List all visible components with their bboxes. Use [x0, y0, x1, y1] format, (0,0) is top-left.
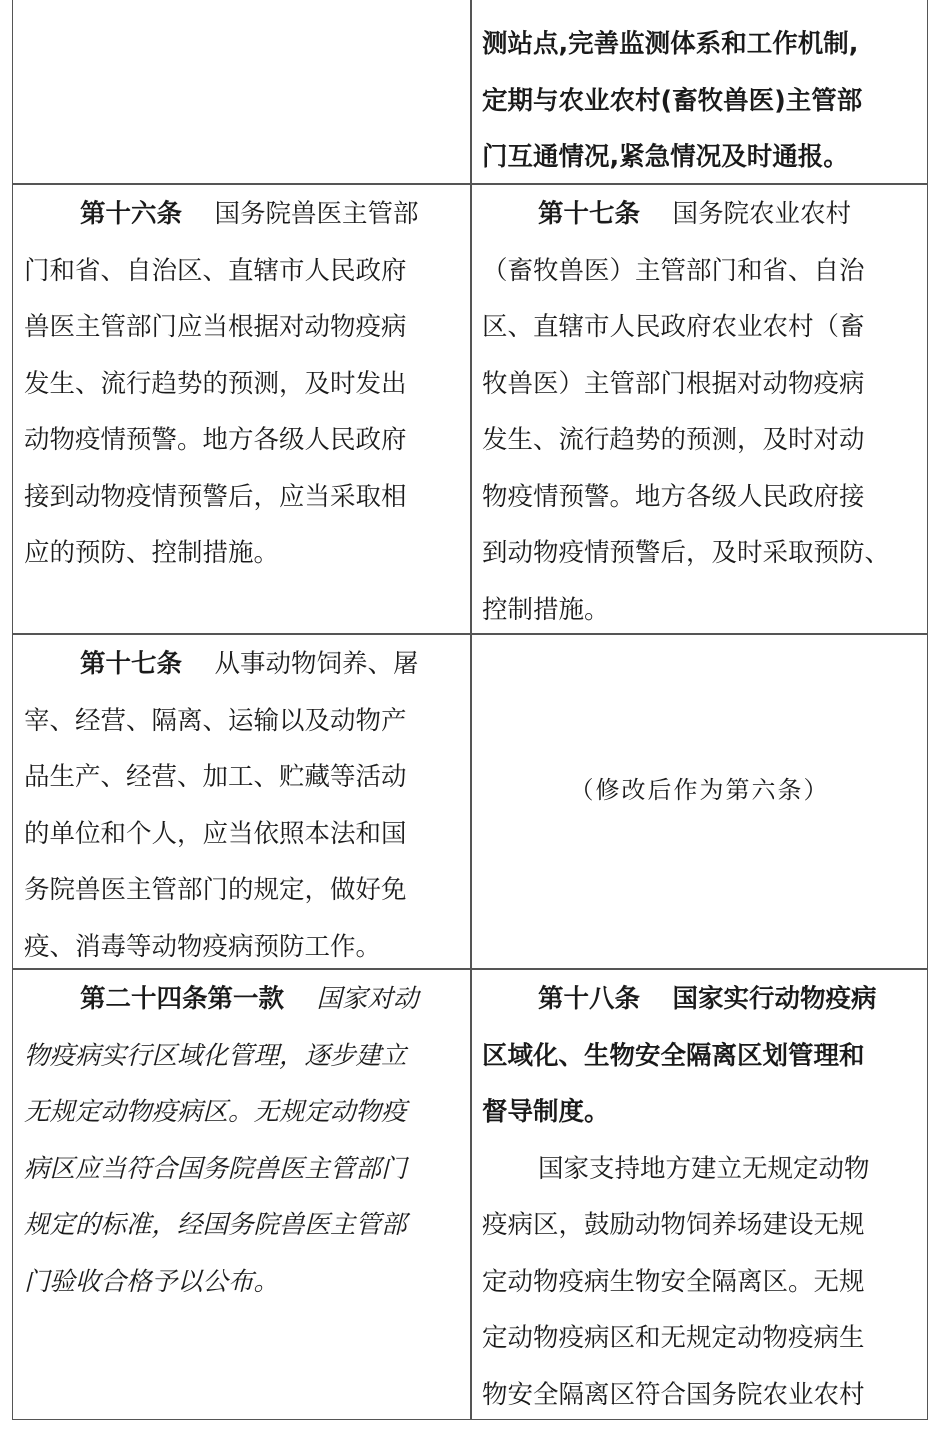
text-line: 规定的标准，经国务院兽医主管部 [24, 1210, 407, 1240]
text-line: （畜牧兽医）主管部门和省、自治 [482, 255, 865, 286]
text-line: 疫、消毒等动物疫病预防工作。 [24, 931, 382, 962]
text-line: 门和省、自治区、直辖市人民政府 [24, 255, 407, 286]
article-heading: 第二十四条第一款 [80, 984, 285, 1014]
text-line: 国家支持地方建立无规定动物 [538, 1153, 870, 1184]
text-line: 品生产、经营、加工、贮藏等活动 [24, 762, 407, 792]
text-line: 务院兽医主管部门的规定，做好免 [24, 875, 407, 905]
row3-left-cell [24, 636, 462, 975]
text-line: 物安全隔离区符合国务院农业农村 [482, 1379, 865, 1410]
column-divider [470, 0, 472, 1420]
text-line: 到动物疫情预警后，及时采取预防、 [482, 538, 891, 568]
row4-left-cell [24, 971, 462, 1310]
text-line: 国家实行动物疫病 [672, 984, 877, 1014]
text-line: 定期与农业农村(畜牧兽医)主管部 [482, 85, 863, 116]
text-line: 牧兽医）主管部门根据对动物疫病 [482, 368, 865, 399]
article-heading: 第十六条 [80, 199, 183, 229]
text-line: 区、直辖市人民政府农业农村（畜 [482, 312, 865, 342]
text-line: 门互通情况,紧急情况及时通报。 [482, 142, 849, 172]
text-line: 接到动物疫情预警后，应当采取相 [24, 481, 407, 512]
moved-note: （修改后作为第六条） [569, 776, 830, 804]
text-line: 发生、流行趋势的预测，及时对动 [482, 425, 865, 455]
text-line: 国务院兽医主管部 [214, 199, 419, 229]
text-line: 物疫病实行区域化管理，逐步建立 [24, 1040, 407, 1071]
text-line: 兽医主管部门应当根据对动物疫病 [24, 312, 407, 342]
text-line: 应的预防、控制措施。 [24, 538, 280, 568]
text-line: 病区应当符合国务院兽医主管部门 [24, 1153, 407, 1184]
row2-right-cell [482, 186, 920, 638]
text-line: 的单位和个人，应当依照本法和国 [24, 818, 407, 849]
text-line: 国务院农业农村 [672, 199, 851, 229]
text-line: 控制措施。 [482, 594, 610, 625]
text-line: 国家对动 [316, 984, 419, 1014]
article-heading: 第十七条 [80, 649, 183, 679]
text-line: 区域化、生物安全隔离区划管理和 [482, 1040, 865, 1071]
text-line: 宰、经营、隔离、运输以及动物产 [24, 705, 407, 736]
text-line: 从事动物饲养、屠 [214, 649, 419, 679]
text-line: 无规定动物疫病区。无规定动物疫 [24, 1097, 407, 1127]
text-line: 疫病区，鼓励动物饲养场建设无规 [482, 1210, 865, 1240]
row2-left-cell [24, 186, 462, 582]
text-line: 测站点,完善监测体系和工作机制, [482, 29, 859, 59]
text-line: 门验收合格予以公布。 [24, 1266, 280, 1297]
text-line: 督导制度。 [482, 1097, 610, 1127]
text-line: 发生、流行趋势的预测，及时发出 [24, 368, 407, 399]
article-heading: 第十八条 [538, 984, 641, 1014]
row4-right-cell [482, 971, 920, 1423]
text-line: 物疫情预警。地方各级人民政府接 [482, 481, 865, 512]
row1-right-cell [482, 16, 920, 186]
text-line: 定动物疫病区和无规定动物疫病生 [482, 1323, 865, 1353]
text-line: 定动物疫病生物安全隔离区。无规 [482, 1266, 865, 1297]
article-heading: 第十七条 [538, 199, 641, 229]
text-line: 动物疫情预警。地方各级人民政府 [24, 425, 407, 455]
